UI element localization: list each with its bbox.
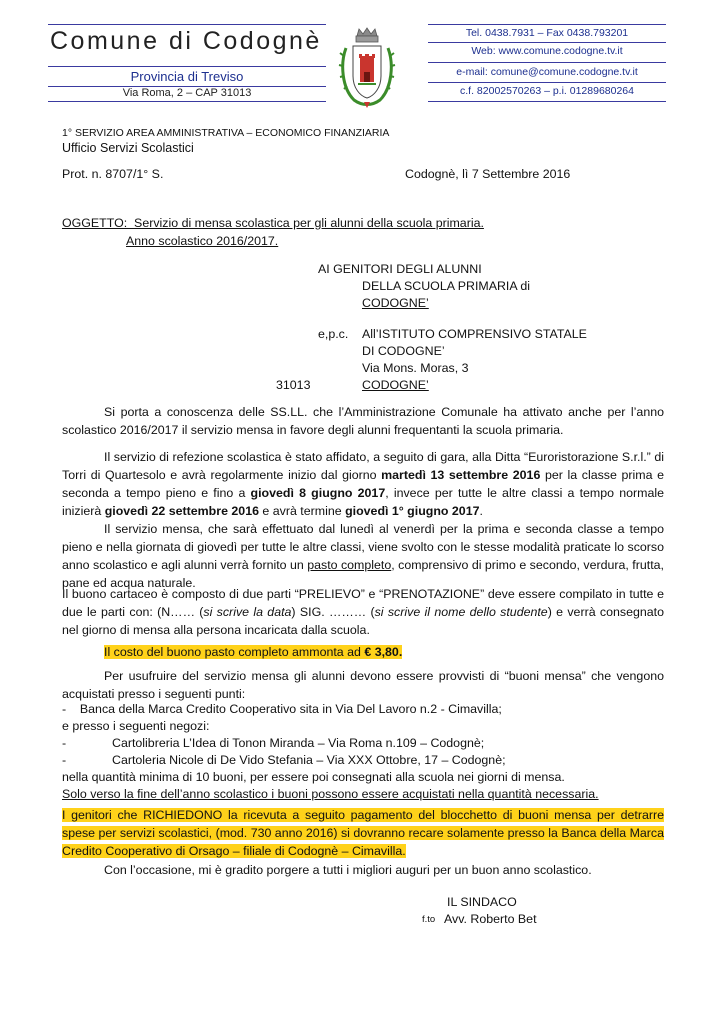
municipal-crest <box>338 26 396 110</box>
cc-city: CODOGNE’ <box>362 378 429 392</box>
subject-line-2: Anno scolastico 2016/2017. <box>126 234 279 248</box>
contact-email[interactable]: e-mail: comune@comune.codogne.tv.it <box>456 66 638 78</box>
cc-line-3: Via Mons. Moras, 3 <box>362 361 469 375</box>
signature-role: IL SINDACO <box>447 895 517 909</box>
recipient-line-1: AI GENITORI DEGLI ALUNNI <box>318 262 482 276</box>
start-date-first: martedì 13 settembre 2016 <box>381 468 541 482</box>
end-of-year-note: Solo verso la fine dell’anno scolastico i buoni possono essere acquistati nella quantità necessaria. <box>62 787 599 801</box>
subject-line-1: OGGETTO: Servizio di mensa scolastica per gli alunni della scuola primaria. <box>62 216 484 230</box>
paragraph-purchase: Per usufruire del servizio mensa gli alunni devono essere provvisti di “buoni mensa” che vengono acquistati presso i seguenti punti: <box>62 669 664 701</box>
recipient-line-3: CODOGNE’ <box>362 296 429 310</box>
paragraph-contractor: Il servizio di refezione scolastica è stato affidato, a seguito di gara, alla Ditta “Euroristorazione S.r.l.” di Torri di Quartesolo e avrà regolarmente inizio dal giorno martedì 13 settembre 2016 per la classe prima e seconda a tempo pieno e fino a giovedì 8 giugno 2017, invece per tutte le altre classi a tempo normale inizierà giovedì 22 settembre 2016 e avrà termine giovedì 1° giugno 2017. <box>62 450 664 518</box>
cc-line-1: All’ISTITUTO COMPRENSIVO STATALE <box>362 327 587 341</box>
signature-fto: f.to <box>422 914 436 925</box>
meal-price: € 3,80. <box>364 645 403 659</box>
office-service: 1° SERVIZIO AREA AMMINISTRATIVA – ECONOMICO FINANZIARIA <box>62 127 390 139</box>
cc-zip: 31013 <box>276 378 311 392</box>
purchase-point-bank: - Banca della Marca Credito Cooperativo sita in Via Del Lavoro n.2 - Cimavilla; <box>62 702 502 716</box>
province-label: Provincia di Treviso <box>130 69 244 84</box>
signature-name: Avv. Roberto Bet <box>444 912 537 926</box>
end-date-other: giovedì 1° giugno 2017 <box>345 504 480 518</box>
cc-label: e,p.c. <box>318 327 349 341</box>
office-unit: Ufficio Servizi Scolastici <box>62 141 194 155</box>
paragraph-voucher: Il buono cartaceo è composto di due parti “PRELIEVO” e “PRENOTAZIONE” deve essere compilato in tutte e due le parti con: (N…… (si scrive la data) SIG. ……… (si scrive il nome dello studente) e verrà consegnato nel giorno di mensa alla persona incaricata dalla scuola. <box>62 587 664 637</box>
shops-intro: e presso i seguenti negozi: <box>62 719 210 733</box>
receipt-notice: I genitori che RICHIEDONO la ricevuta a seguito pagamento del blocchetto di buoni mensa per detrarre spese per servizi scolastici, (mod. 730 anno 2016) si dovranno recare solamente presso la Banca della Marca Credito Cooperativo di Orsago – filiale di Codognè – Cimavilla. <box>62 808 664 858</box>
letter-date: Codognè, lì 7 Settembre 2016 <box>405 167 571 181</box>
protocol-number: Prot. n. 8707/1° S. <box>62 167 164 181</box>
municipality-title: Comune di Codognè <box>50 27 322 55</box>
shop-item-1: - Cartolibreria L’Idea di Tonon Miranda – Via Roma n.109 – Codognè; <box>62 736 485 750</box>
end-date-first: giovedì 8 giugno 2017 <box>250 486 386 500</box>
paragraph-intro: Si porta a conoscenza delle SS.LL. che l’Amministrazione Comunale ha attivato anche per l’anno scolastico 2016/2017 il servizio mensa in favore degli alunni frequentanti la scuola primaria. <box>62 405 664 437</box>
shop-item-2: - Cartoleria Nicole di De Vido Stefania – Via XXX Ottobre, 17 – Codognè; <box>62 753 506 767</box>
recipient-line-2: DELLA SCUOLA PRIMARIA di <box>362 279 531 293</box>
closing-greeting: Con l’occasione, mi è gradito porgere a tutti i migliori auguri per un buon anno scolastico. <box>104 863 592 877</box>
contact-tax-codes: c.f. 82002570263 – p.i. 01289680264 <box>460 85 634 97</box>
minimum-quantity: nella quantità minima di 10 buoni, per essere poi consegnati alla scuola nei giorni di mensa. <box>62 770 565 784</box>
meal-cost: Il costo del buono pasto completo ammonta ad € 3,80. <box>104 645 403 659</box>
contact-web[interactable]: Web: www.comune.codogne.tv.it <box>471 45 623 57</box>
address-label: Via Roma, 2 – CAP 31013 <box>122 87 252 99</box>
start-date-other: giovedì 22 settembre 2016 <box>104 504 259 518</box>
contact-phone: Tel. 0438.7931 – Fax 0438.793201 <box>465 27 629 39</box>
full-meal-term: pasto completo <box>307 558 392 572</box>
paragraph-service: Il servizio mensa, che sarà effettuato dal lunedì al venerdì per la prima e seconda classe a tempo pieno e nella giornata di giovedì per tutte le altre classi, viene svolto con le stesse modalità praticate lo scorso anno scolastico e agli alunni verrà fornito un pasto completo, comprensivo di primo e secondo, verdura, frutta, pane ed acqua naturale. <box>62 522 664 590</box>
cc-line-2: DI CODOGNE’ <box>362 344 445 358</box>
